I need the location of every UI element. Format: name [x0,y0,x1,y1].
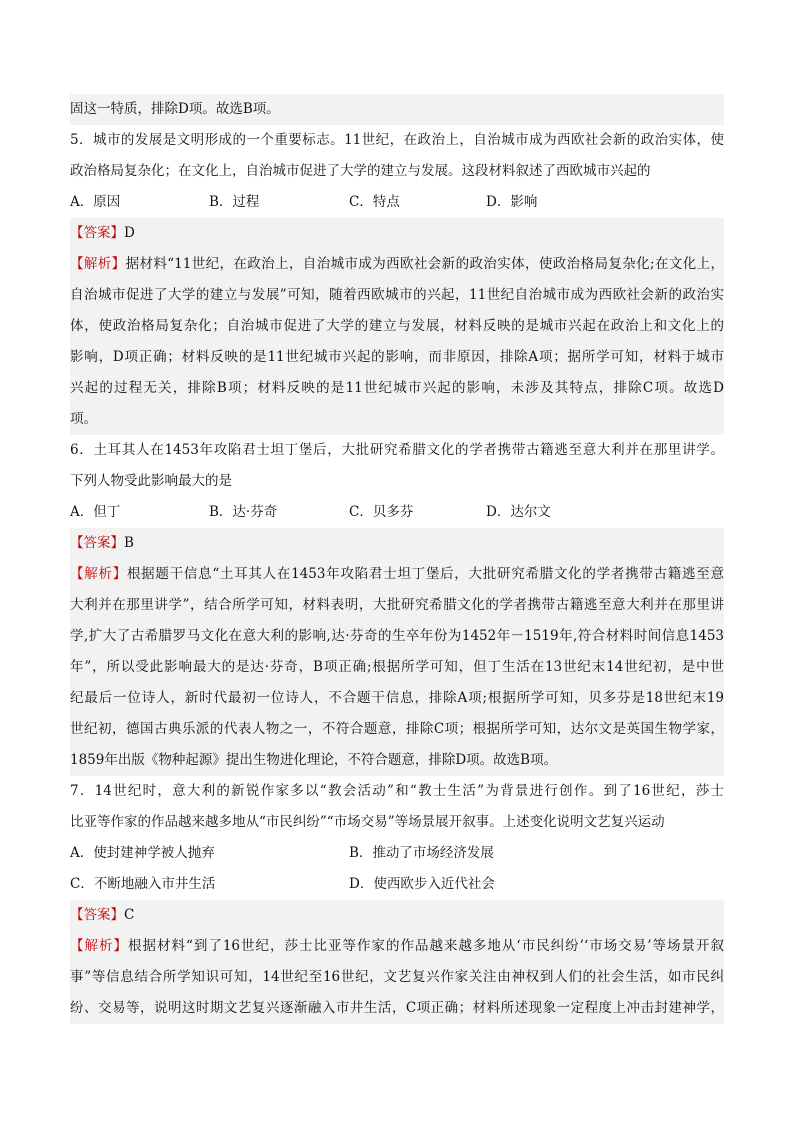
q6-option-a: A．但丁 [70,504,121,520]
q5-stem-line-1: 5．城市的发展是文明形成的一个重要标志。11世纪，在政治上，自治城市成为西欧社会新的政治实体，使 [70,132,724,148]
q7-option-c: C．不断地融入市井生活 [70,876,216,892]
q6-answer-value: B [124,535,134,551]
q7-analysis-line-1 [70,931,724,962]
q6-analysis-line-6: 世纪初，德国古典乐派的代表人物之一，不符合题意，排除C项；根据所学可知，达尔文是英国生物学家， [70,714,724,745]
q5-analysis-line-5: 兴起的过程无关，排除B项；材料反映的是11世纪城市兴起的影响，未涉及其特点，排除C项。故选D [70,373,724,404]
q5-answer [70,218,724,249]
q7-stem-line-1: 7．14世纪时，意大利的新锐作家多以“教会活动”和“教士生活”为背景进行创作。到了16世纪，莎士 [70,783,724,799]
q6-options [70,497,724,528]
q7-option-b: B．推动了市场经济发展 [349,845,494,861]
q6-analysis-line-1 [70,559,724,590]
q6-analysis-line-3: 学,扩大了古希腊罗马文化在意大利的影响,达·芬奇的生卒年份为1452年－1519年,符合材料时间信息1453 [70,621,724,652]
previous-analysis-tail: 固这一特质，排除D项。故选B项。 [70,94,724,125]
q5-analysis-line-3: 体，使政治格局复杂化；自治城市促进了大学的建立与发展，材料反映的是城市兴起在政治上和文化上的 [70,311,724,342]
q6-option-b: B．达·芬奇 [209,504,278,520]
q5-answer-value: D [124,225,135,241]
q5-analysis-text: 据材料“11世纪，在政治上，自治城市成为西欧社会新的政治实体，使政治格局复杂化;在文化上， [125,256,724,272]
q7-analysis-tag: 【解析】 [70,938,128,954]
q5-analysis-line-4: 影响，D项正确；材料反映的是11世纪城市兴起的影响，而非原因，排除A项；据所学可知，材料于城市 [70,342,724,373]
q7-options-row-2 [70,869,724,900]
q7-options-row-1 [70,838,724,869]
q6-analysis-text: 根据题干信息“土耳其人在1453年攻陷君士坦丁堡后，大批研究希腊文化的学者携带古籍逃至意 [126,566,724,582]
q7-option-d: D．使西欧步入近代社会 [349,876,495,892]
q5-option-d: D．影响 [486,194,538,210]
q7-answer-tag: 【答案】 [70,907,124,923]
q5-analysis-tag: 【解析】 [70,256,126,272]
q6-analysis-line-7: 1859年出版《物种起源》提出生物进化理论，不符合题意，排除D项。故选B项。 [70,745,724,776]
page-content [70,94,724,1024]
q6-analysis-tag: 【解析】 [70,566,127,582]
q7-analysis-line-3: 纷、交易等，说明这时期文艺复兴逐渐融入市井生活，C项正确；材料所述现象一定程度上冲击封建神学， [70,993,724,1024]
q5-analysis-line-6: 项。 [70,404,724,435]
q6-answer [70,528,724,559]
q5-option-a: A．原因 [70,194,121,210]
q7-option-a: A．使封建神学被人抛弃 [70,845,215,861]
q6-stem-line-2: 下列人物受此影响最大的是 [70,473,232,489]
q6-answer-tag: 【答案】 [70,535,124,551]
q5-option-c: C．特点 [349,194,400,210]
q6-analysis-line-5: 纪最后一位诗人，新时代最初一位诗人，不合题干信息，排除A项;根据所学可知，贝多芬是18世纪末19 [70,683,724,714]
q7-answer [70,900,724,931]
q5-analysis-line-1 [70,249,724,280]
q6-analysis-line-2: 大利并在那里讲学”，结合所学可知，材料表明，大批研究希腊文化的学者携带古籍逃至意大利并在那里讲 [70,590,724,621]
q5-options [70,187,724,218]
q5-answer-tag: 【答案】 [70,225,124,241]
q5-stem-line-2: 政治格局复杂化；在文化上，自治城市促进了大学的建立与发展。这段材料叙述了西欧城市兴起的 [70,163,651,179]
q7-analysis-text: 根据材料“到了16世纪，莎士比亚等作家的作品越来越多地从‘市民纠纷’‘市场交易’等场景开叙 [127,938,724,954]
q7-analysis-line-2: 事”等信息结合所学知识可知，14世纪至16世纪，文艺复兴作家关注由神权到人们的社会生活，如市民纠 [70,962,724,993]
q5-option-b: B．过程 [209,194,260,210]
q5-analysis-line-2: 自治城市促进了大学的建立与发展”可知，随着西欧城市的兴起，11世纪自治城市成为西欧社会新的政治实 [70,280,724,311]
q7-stem-line-2: 比亚等作家的作品越来越多地从“市民纠纷”“市场交易”等场景展开叙事。上述变化说明文艺复兴运动 [70,814,665,830]
q6-option-d: D．达尔文 [486,504,551,520]
q6-analysis-line-4: 年”，所以受此影响最大的是达·芬奇，B项正确;根据所学可知，但丁生活在13世纪末14世纪初，是中世 [70,652,724,683]
q7-answer-value: C [124,907,135,923]
q6-option-c: C．贝多芬 [349,504,414,520]
q6-stem-line-1: 6．土耳其人在1453年攻陷君士坦丁堡后，大批研究希腊文化的学者携带古籍逃至意大利并在那里讲学。 [70,442,724,458]
